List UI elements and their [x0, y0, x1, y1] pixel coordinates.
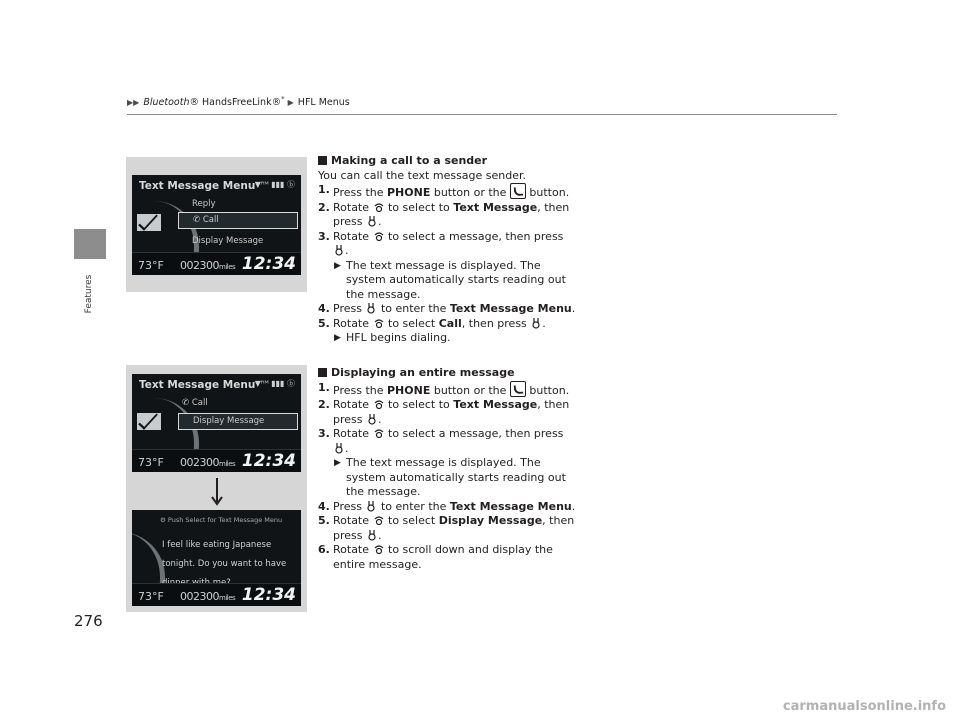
- chapter-tab: [74, 229, 106, 259]
- bullet-square-icon: [318, 368, 327, 377]
- step-text: to enter the: [377, 499, 450, 513]
- section-making-call: [318, 154, 578, 346]
- temperature: 73°F: [138, 590, 164, 603]
- phone-button-label: PHONE: [387, 186, 431, 199]
- step-text: .: [542, 316, 546, 330]
- step-text: , then press: [333, 398, 570, 426]
- step-text: Rotate: [333, 316, 373, 330]
- step-number: 1.: [318, 183, 330, 196]
- step-result: [318, 259, 578, 303]
- press-knob-icon: [333, 442, 345, 454]
- step-text: button or the: [430, 186, 510, 199]
- result-arrow-icon: ▶: [334, 260, 341, 271]
- step-number: 5.: [318, 316, 330, 330]
- arrow-down-icon: [210, 478, 224, 506]
- odometer-unit: miles: [219, 460, 236, 468]
- step-number: 1.: [318, 380, 330, 394]
- press-knob-icon: [365, 500, 377, 512]
- press-knob-icon: [366, 529, 378, 541]
- odometer-value: 002300: [180, 456, 219, 469]
- odometer: [180, 259, 235, 272]
- step-number: 3.: [318, 427, 330, 440]
- step-text: , then press: [333, 514, 575, 542]
- odometer-value: 002300: [180, 259, 219, 272]
- press-knob-icon: [366, 413, 378, 425]
- selector-knob-icon: [373, 230, 385, 242]
- odometer: [180, 590, 235, 603]
- step-text: button or the: [430, 383, 510, 397]
- result-arrow-icon: ▶: [334, 333, 341, 343]
- step-number: 6.: [318, 543, 330, 556]
- step-4: [318, 302, 578, 317]
- step-3: [318, 230, 578, 259]
- odometer-unit: miles: [219, 263, 236, 271]
- breadcrumb-bluetooth[interactable]: Bluetooth: [143, 97, 190, 109]
- screen-title: Text Message Menu: [139, 379, 256, 391]
- section-heading-text: Displaying an entire message: [331, 366, 515, 379]
- menu-label: Text Message Menu: [449, 302, 572, 315]
- step-text: to select: [384, 514, 439, 527]
- menu-item-display-message: Display Message: [178, 413, 298, 430]
- clock: 12:34: [241, 254, 296, 274]
- step-text: to select to: [384, 398, 454, 411]
- phone-button-label: PHONE: [387, 383, 431, 397]
- step-4: [318, 500, 578, 515]
- selector-knob-icon: [373, 201, 385, 213]
- section-heading-text: Making a call to a sender: [331, 154, 488, 167]
- status-icons: ▼ᴿᴹ ▮▮▮ ⓑ: [254, 180, 295, 189]
- selector-knob-icon: [373, 317, 385, 329]
- step-text: Rotate: [333, 229, 373, 243]
- menu-item-reply: Reply: [192, 199, 216, 209]
- odometer-value: 002300: [180, 590, 219, 603]
- step-text: to select a message, then press: [384, 229, 564, 243]
- result-text: HFL begins dialing.: [346, 331, 451, 344]
- step-number: 4.: [318, 302, 330, 315]
- display-screen-message: [132, 510, 301, 606]
- press-knob-icon: [333, 244, 345, 256]
- step-text: Rotate: [333, 398, 373, 411]
- chapter-label: [82, 264, 96, 324]
- clock: 12:34: [241, 451, 296, 471]
- press-knob-icon: [365, 302, 377, 314]
- screen-status-bar: [132, 252, 301, 275]
- step-text: Press the: [333, 186, 387, 199]
- message-body: I feel like eating Japanese tonight. Do you want to have: [162, 540, 287, 569]
- bullet-square-icon: [318, 156, 327, 165]
- menu-label: Call: [438, 316, 462, 330]
- step-5: [318, 514, 578, 543]
- step-text: Rotate: [333, 543, 373, 556]
- step-text: Press: [333, 302, 366, 315]
- step-text: .: [378, 528, 382, 542]
- clock: 12:34: [241, 585, 296, 605]
- result-text: The text message is displayed. The system automatically starts reading out the message.: [346, 258, 566, 301]
- header-divider: [127, 114, 837, 115]
- step-5: [318, 317, 578, 332]
- menu-item-display-message: Display Message: [192, 236, 264, 246]
- registered-mark: ®: [189, 97, 199, 109]
- temperature: 73°F: [138, 259, 164, 272]
- menu-label: Display Message: [438, 514, 543, 527]
- step-text: Press the: [333, 383, 387, 397]
- step-2: [318, 398, 578, 427]
- menu-label: Text Message: [453, 200, 538, 214]
- section-heading: [318, 366, 578, 381]
- step-text: to select: [384, 316, 439, 330]
- display-screen: [132, 374, 301, 472]
- step-text: .: [345, 244, 349, 257]
- step-result: [318, 456, 578, 500]
- footnote-mark: *: [281, 95, 285, 103]
- result-arrow-icon: ▶: [334, 458, 341, 468]
- step-6: [318, 543, 578, 572]
- menu-label: Text Message Menu: [449, 499, 572, 513]
- section-displaying-message: [318, 366, 578, 572]
- screen-status-bar: [132, 449, 301, 472]
- result-text: The text message is displayed. The system automatically starts reading out the message.: [346, 456, 566, 498]
- step-number: 3.: [318, 229, 330, 243]
- screen-status-bar: [132, 583, 301, 606]
- step-1: [318, 183, 578, 201]
- chapter-label-text: Features: [84, 274, 94, 314]
- step-number: 2.: [318, 398, 330, 411]
- odometer-unit: miles: [219, 594, 236, 602]
- step-2: [318, 201, 578, 230]
- selector-knob-icon: [373, 514, 385, 526]
- push-select-hint: ⚙ Push Select for Text Message Menu: [160, 516, 283, 524]
- selector-knob-icon: [373, 543, 385, 555]
- screen-title: Text Message Menu: [139, 180, 256, 192]
- envelope-icon: [137, 214, 161, 231]
- watermark: carmanualsonline.info: [782, 699, 946, 714]
- page-number: 276: [74, 612, 103, 630]
- step-text: Rotate: [333, 427, 373, 440]
- menu-label: Text Message: [453, 398, 538, 411]
- step-1: [318, 381, 578, 399]
- step-text: Rotate: [333, 514, 373, 527]
- step-result: [318, 331, 578, 346]
- step-number: 5.: [318, 514, 330, 527]
- press-knob-icon: [530, 317, 542, 329]
- temperature: 73°F: [138, 456, 164, 469]
- step-text: to scroll down and display the entire message.: [333, 543, 553, 571]
- press-knob-icon: [366, 215, 378, 227]
- selector-knob-icon: [373, 398, 385, 410]
- envelope-icon: [137, 413, 161, 430]
- step-text: .: [571, 302, 576, 315]
- step-text: button.: [525, 186, 570, 199]
- odometer: [180, 456, 235, 469]
- screen-illustration-call: [126, 157, 307, 292]
- breadcrumb-hfl-menus[interactable]: HFL Menus: [297, 97, 350, 109]
- screen-illustration-display: [126, 365, 307, 612]
- step-text: to enter the: [377, 302, 450, 315]
- status-icons: ▼ᴿᴹ ▮▮▮ ⓑ: [254, 379, 295, 388]
- phone-button-icon: [510, 183, 526, 199]
- phone-button-icon: [510, 381, 526, 397]
- step-number: 2.: [318, 200, 330, 214]
- step-text: Press: [333, 499, 366, 513]
- push-select-text: Push Select for Text Message Menu: [167, 516, 283, 524]
- breadcrumb-arrow-icon: ▶▶: [127, 98, 140, 108]
- step-text: button.: [525, 383, 570, 397]
- section-intro: You can call the text message sender.: [318, 168, 527, 182]
- step-text: .: [571, 499, 576, 513]
- display-screen: [132, 175, 301, 275]
- menu-item-call: ✆ Call: [182, 398, 208, 408]
- breadcrumb-arrow-icon: ▶: [287, 98, 294, 108]
- menu-item-call-label: Call: [191, 398, 208, 408]
- breadcrumb-hfl[interactable]: HandsFreeLink®: [198, 97, 282, 109]
- menu-item-call: ✆ Call: [178, 212, 298, 229]
- breadcrumb: [127, 95, 350, 108]
- step-3: [318, 427, 578, 456]
- step-text: to select a message, then press: [384, 427, 564, 440]
- step-text: Rotate: [333, 200, 373, 214]
- step-number: 4.: [318, 499, 330, 513]
- step-text: .: [378, 215, 382, 228]
- step-text: , then press: [461, 316, 531, 330]
- step-text: .: [345, 441, 349, 455]
- step-text: .: [378, 412, 382, 426]
- step-text: , then press: [333, 200, 570, 228]
- selector-knob-icon: [373, 427, 385, 439]
- step-text: to select to: [384, 200, 454, 214]
- section-heading: [318, 154, 578, 169]
- menu-item-call-label: Call: [202, 215, 219, 225]
